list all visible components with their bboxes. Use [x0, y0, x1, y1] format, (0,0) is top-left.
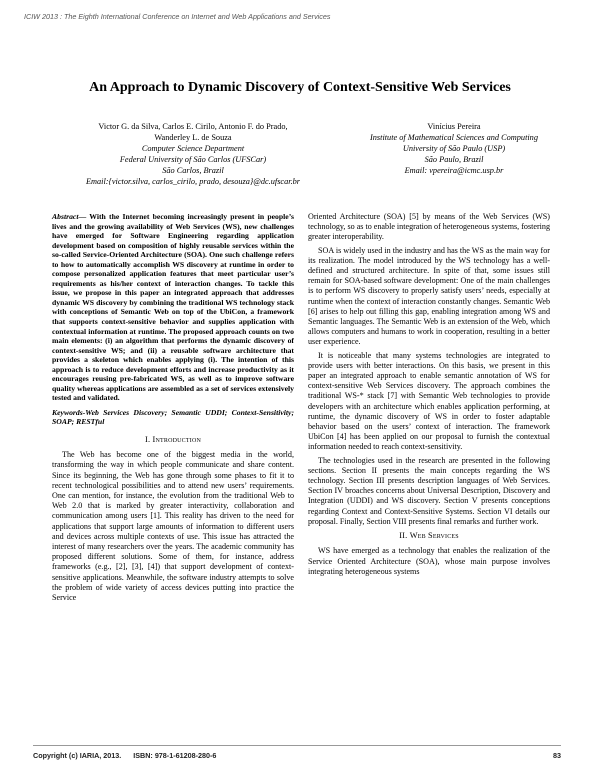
right-column: [308, 212, 550, 580]
author-names-cont: Wanderley L. de Souza: [154, 133, 232, 142]
author-email: Email:{victor.silva, carlos_cirilo, prado, desouza}@dc.ufscar.br: [85, 177, 301, 186]
page-number: 83: [553, 751, 561, 760]
intro-paragraph: The technologies used in the research are presented in the following sections. Section II presents the main concepts regarding the WS technology. Section III presents description languages of Web Services. Section IV broaches concerns about Universal Description, Discovery and Integration (UDDI) and WS discovery. Section V presents conceptions regarding Context and Context-Sensitive Systems. Section VI details our proposal. Finally, Section VIII presents final remarks and further work.: [308, 455, 550, 526]
author-city: São Paulo, Brazil: [424, 155, 484, 164]
author-name: Vinícius Pereira: [427, 122, 481, 131]
author-names: Victor G. da Silva, Carlos E. Cirilo, Antonio F. do Prado,: [98, 122, 288, 131]
left-column: [52, 212, 294, 606]
footer-isbn: ISBN: 978-1-61208-280-6: [133, 751, 217, 760]
section-title: Introduction: [152, 434, 202, 444]
author-city: São Carlos, Brazil: [162, 166, 224, 175]
paper-title: An Approach to Dynamic Discovery of Context-Sensitive Web Services: [89, 80, 511, 95]
page-footer: [33, 751, 561, 760]
keywords: Keywords-Web Services Discovery; Semantic UDDI; Context-Sensitivity; SOAP; RESTful: [52, 407, 294, 427]
abstract-text: — With the Internet becoming increasingly present in people’s lives and the growing availability of Web Services (WS), new challenges have emerged for Software Engineering regarding application development based on composition of highly reusable services within the so-called Service-Oriented Architecture (SOA). One such challenge refers to how to automatically accomplish WS discovery at runtime in order to compose personalized application features that meet particular user’s requirements as his/her context of interaction changes. To tackle this issue, we propose in this paper an integrated approach that addresses dynamic WS discovery by combining the traditional WS technology stack with conceptions of Semantic Web on top of the UbiCon, a framework that supports context-sensitive behavior and supplies application with contextual information at runtime. The proposed approach counts on two main elements: (i) an algorithm that performs the dynamic discovery of context-sensitive WS; and (ii) a reusable software architecture that provides a skeleton which enables applying (i). The intention of this approach is to reduce development efforts and increase productivity as it encourages reusing pre-fabricated WS, as well as to improve software quality whereas applications are assembled as a set of services extensively tested and validated.: [52, 212, 294, 403]
section-heading-web-services: [308, 531, 550, 541]
footer-divider: [33, 745, 561, 746]
author-email: Email: vpereira@icmc.usp.br: [404, 166, 504, 175]
section-number: II.: [399, 531, 408, 541]
section-heading-introduction: [52, 435, 294, 445]
section-title: Web Services: [409, 531, 459, 541]
intro-paragraph-cont: Oriented Architecture (SOA) [5] by means of the Web Services (WS) technology, so as to enable integration of heterogeneous systems, fostering greater interoperability.: [308, 212, 551, 242]
ws-paragraph: WS have emerged as a technology that enables the realization of the Service Oriented Architecture (SOA), whose main purpose involves integrating heterogeneous systems: [308, 546, 550, 576]
intro-paragraph: It is noticeable that many systems technologies are integrated to provide users with better interactions. On this basis, we present in this paper an integrated approach to enable semantic annotation of WS for context-sensitive Web Services discovery. The approach combines the traditional WS-* stack [7] with Semantic Web technologies to provide developers with an architecture which enables application performing, at runtime, the dynamic discovery of WS in order to foster adaptable behavior based on the users’ context of interaction. The framework UbiCon [4] has been applied on our proposal to furnish the contextual information needed to reach context-sensitivity.: [308, 350, 550, 452]
intro-paragraph: SOA is widely used in the industry and has the WS as the main way for its realization. The model introduced by the WS technology has a well-defined and structured architecture. In spite of that, some issues still remain for SOA-based software development: One of the main challenges is to perform WS discovery to properly satisfy users’ needs, especially at runtime when the context of interaction constantly changes. Semantic Web [6] arises to help out filling this gap, enabling integration among WS and Semantic languages. The Semantic Web is an extension of the Web, which allows computers and humans to work in cooperation, resulting in a better user experience.: [308, 245, 550, 347]
author-university: Federal University of São Carlos (UFSCar): [119, 155, 267, 164]
intro-paragraph: The Web has become one of the biggest media in the world, transforming the way in which people communicate and share content. Since its beginning, the Web has gone through some phases to fit it to recent technological possibilities and to attend new users’ requirements. One can mention, for instance, the evolution from the traditional Web to Web 2.0 that is marked by greater interactivity, collaboration and communication among users [1]. This reality has driven to the need for applications that support large amounts of information to different users and devices across multiple contexts of use. This issue has attracted the interest of many researchers over the years. The academic community has proposed different solutions. Some of them, for instance, address frameworks (e.g., [2], [3], [4]) that support development of context-sensitive applications. Meanwhile, the software industry attempts to solve the problem of wide variety of access devices putting into practice the Service: [52, 450, 294, 602]
footer-copyright: Copyright (c) IARIA, 2013.: [33, 751, 122, 760]
author-block-usp: [338, 121, 570, 176]
abstract-lead: Abstract: [52, 212, 79, 221]
section-number: I.: [144, 434, 151, 444]
author-block-ufscar: [52, 121, 334, 187]
author-department: Computer Science Department: [141, 144, 245, 153]
author-institute: Institute of Mathematical Sciences and Computing: [370, 133, 538, 142]
abstract: [52, 212, 294, 403]
conference-header: ICIW 2013 : The Eighth International Conference on Internet and Web Applications and Services: [24, 12, 331, 21]
author-university: University of São Paulo (USP): [402, 144, 506, 153]
